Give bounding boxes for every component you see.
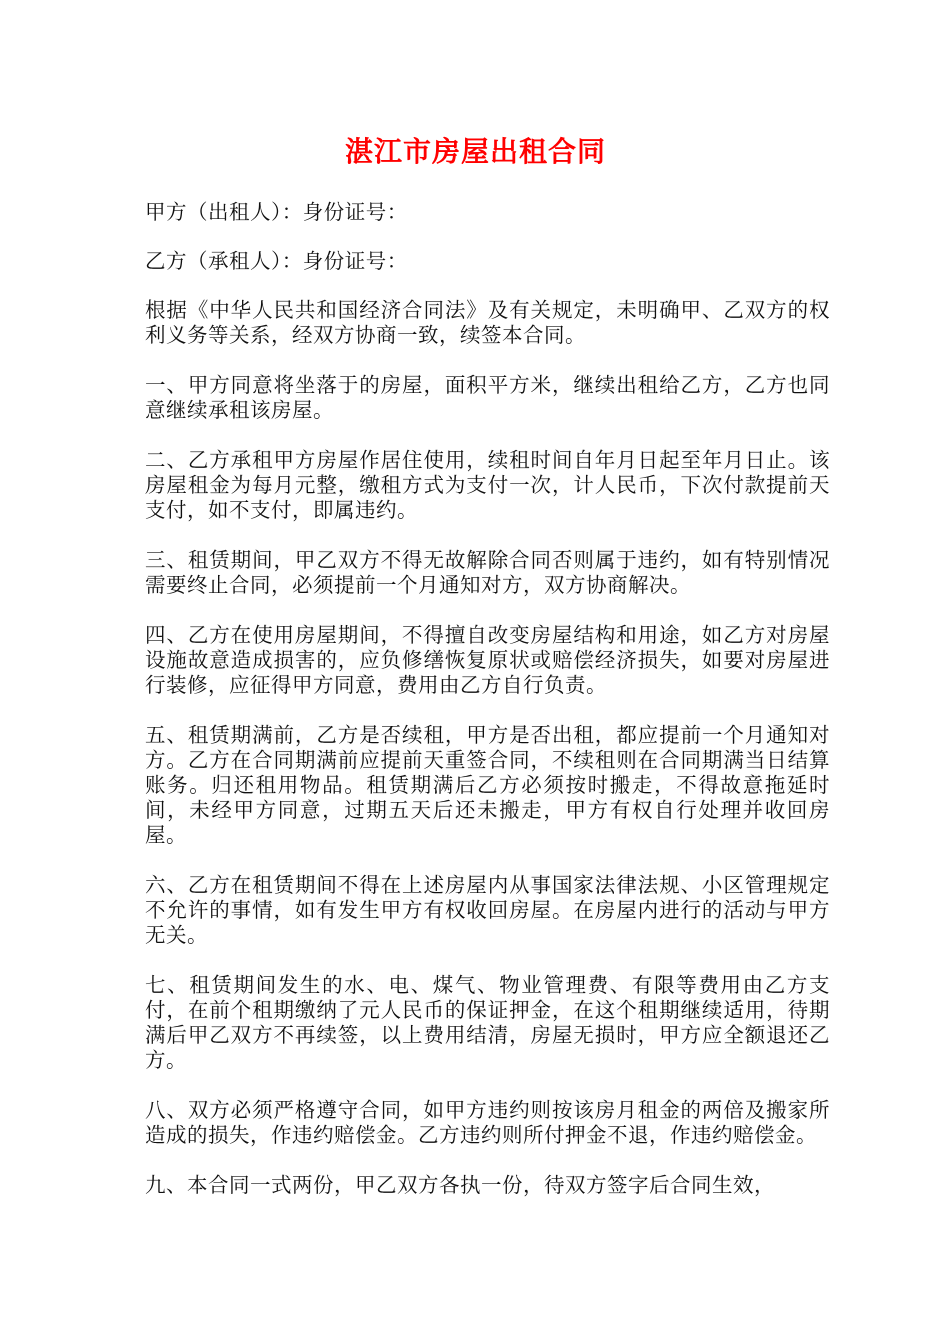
party-b-line: 乙方（承租人）：身份证号： <box>145 249 408 273</box>
clause-8: 八、双方必须严格遵守合同，如甲方违约则按该房月租金的两倍及搬家所造成的损失，作违约赔偿金。乙方违约则所付押金不退，作违约赔偿金。 <box>145 1098 830 1147</box>
clause-2: 二、乙方承租甲方房屋作居住使用，续租时间自年月日起至年月日止。该房屋租金为每月元整，缴租方式为支付一次，计人民币，下次付款提前天支付，如不支付，即属违约。 <box>145 448 830 522</box>
clause-9: 九、本合同一式两份，甲乙双方各执一份，待双方签字后合同生效， <box>145 1173 775 1197</box>
clause-5: 五、租赁期满前，乙方是否续租，甲方是否出租，都应提前一个月通知对方。乙方在合同期满前应提前天重签合同，不续租则在合同期满当日结算账务。归还租用物品。租赁期满后乙方必须按时搬走，不得故意拖延时间，未经甲方同意，过期五天后还未搬走，甲方有权自行处理并收回房屋。 <box>145 723 830 847</box>
clause-1: 一、甲方同意将坐落于的房屋，面积平方米，继续出租给乙方，乙方也同意继续承租该房屋。 <box>145 373 830 422</box>
clause-7: 七、租赁期间发生的水、电、煤气、物业管理费、有限等费用由乙方支付，在前个租期缴纳了元人民币的保证押金，在这个租期继续适用，待期满后甲乙双方不再续签，以上费用结清，房屋无损时，甲方应全额退还乙方。 <box>145 973 830 1072</box>
preamble-paragraph: 根据《中华人民共和国经济合同法》及有关规定，未明确甲、乙双方的权利义务等关系，经双方协商一致，续签本合同。 <box>145 298 830 347</box>
clause-4: 四、乙方在使用房屋期间，不得擅自改变房屋结构和用途，如乙方对房屋设施故意造成损害的，应负修缮恢复原状或赔偿经济损失，如要对房屋进行装修，应征得甲方同意，费用由乙方自行负责。 <box>145 623 830 697</box>
clause-6: 六、乙方在租赁期间不得在上述房屋内从事国家法律法规、小区管理规定不允许的事情，如有发生甲方有权收回房屋。在房屋内进行的活动与甲方无关。 <box>145 873 830 947</box>
document-title: 湛江市房屋出租合同 <box>344 135 606 168</box>
party-a-line: 甲方（出租人）：身份证号： <box>145 200 408 224</box>
clause-3: 三、租赁期间，甲乙双方不得无故解除合同否则属于违约，如有特别情况需要终止合同，必须提前一个月通知对方，双方协商解决。 <box>145 548 830 597</box>
